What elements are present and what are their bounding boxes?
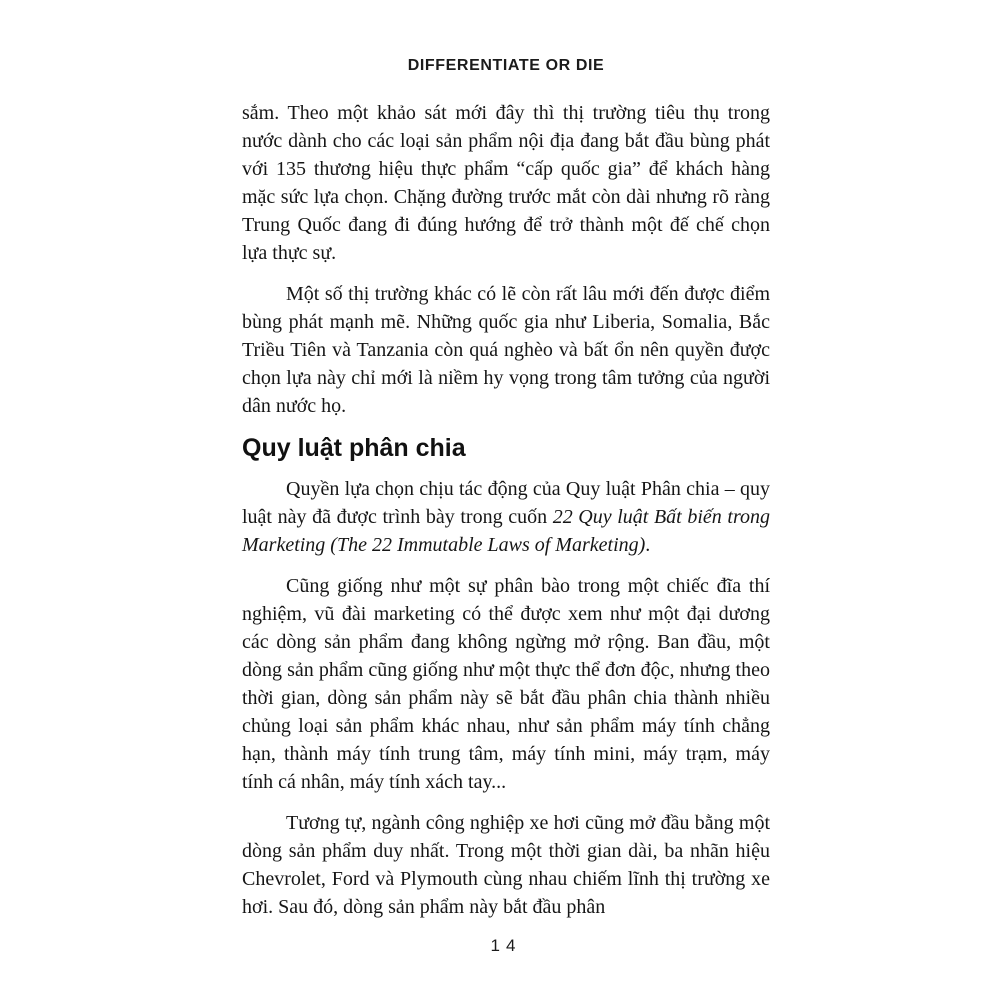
- text-run: sắm. Theo một khảo sát mới đây thì thị trường tiêu thụ trong nước dành cho các loại sản phẩm nội địa đang bắt đầu bùng phát với 135 thương hiệu thực phẩm “cấp quốc gia” để khách hàng mặc sức lựa chọn. Chặng đường trước mắt còn dài nhưng rõ ràng Trung Quốc đang đi đúng hướng để trở thành một đế chế chọn lựa thực sự.: [242, 102, 770, 264]
- paragraph: [242, 280, 770, 420]
- paragraph: [242, 572, 770, 796]
- section-heading: Quy luật phân chia: [242, 434, 466, 462]
- text-run: .: [645, 534, 651, 556]
- text-run: Cũng giống như một sự phân bào trong một chiếc đĩa thí nghiệm, vũ đài marketing có thể được xem như một đại dương các dòng sản phẩm đang không ngừng mở rộng. Ban đầu, một dòng sản phẩm cũng giống như một thực thể đơn độc, nhưng theo thời gian, dòng sản phẩm này sẽ bắt đầu phân chia thành nhiều chủng loại sản phẩm khác nhau, như sản phẩm máy tính chẳng hạn, thành máy tính trung tâm, máy tính mini, máy trạm, máy tính cá nhân, máy tính xách tay...: [242, 575, 770, 793]
- paragraph: [242, 475, 770, 559]
- text-run: Một số thị trường khác có lẽ còn rất lâu mới đến được điểm bùng phát mạnh mẽ. Những quốc gia như Liberia, Somalia, Bắc Triều Tiên và Tanzania còn quá nghèo và bất ổn nên quyền được chọn lựa này chỉ mới là niềm hy vọng trong tâm tưởng của người dân nước họ.: [242, 283, 770, 417]
- italic-text-run: 22 Quy luật Bất biến trong Marketing (The 22 Immutable Laws of Marketing): [242, 506, 770, 556]
- page-number: 14: [490, 936, 522, 955]
- text-run: Quyền lựa chọn chịu tác động của Quy luật Phân chia – quy luật này đã được trình bày trong cuốn: [242, 478, 770, 528]
- paragraph: [242, 809, 770, 921]
- paragraph: [242, 99, 770, 267]
- running-head: DIFFERENTIATE OR DIE: [407, 57, 605, 74]
- page-body: [242, 99, 770, 934]
- text-run: Tương tự, ngành công nghiệp xe hơi cũng mở đầu bằng một dòng sản phẩm duy nhất. Trong một thời gian dài, ba nhãn hiệu Chevrolet, Ford và Plymouth cùng nhau chiếm lĩnh thị trường xe hơi. Sau đó, dòng sản phẩm này bắt đầu phân: [242, 812, 770, 918]
